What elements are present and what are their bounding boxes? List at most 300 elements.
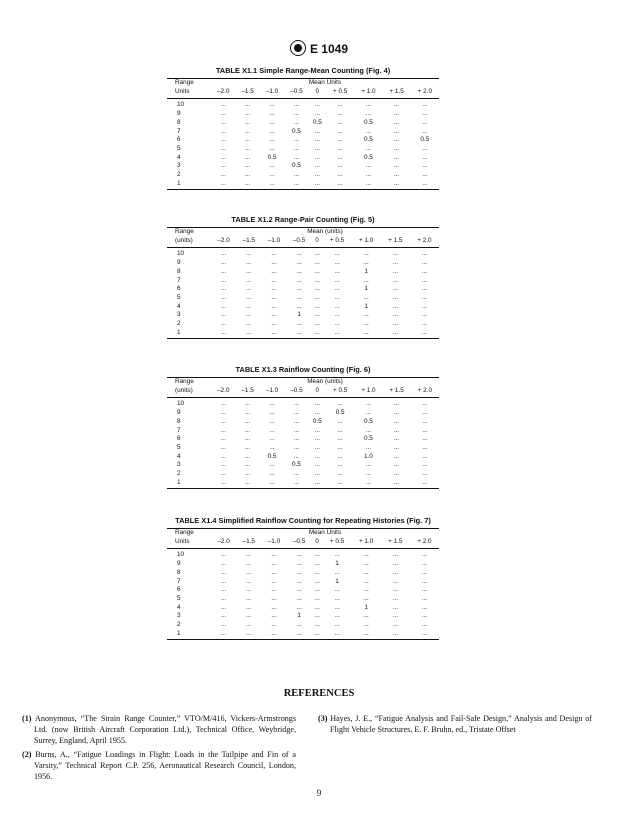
range-value: 5 [177,293,181,301]
count-cell: ... [220,400,226,408]
count-cell: ... [421,250,428,258]
column-header: –2.0 [211,387,235,398]
count-cell: ... [314,293,320,301]
count-cell: ... [220,551,227,559]
table-row [167,479,439,489]
count-cell: ... [293,435,300,443]
count-cell: 0.5 [363,417,373,425]
count-cell: ... [296,302,302,310]
range-value: 3 [177,162,181,170]
range-value: 1 [167,479,211,489]
count-cell: ... [337,136,343,144]
table-row [167,180,439,190]
table-row [167,303,439,312]
count-cell: ... [365,426,372,434]
count-cell: ... [392,612,398,620]
range-value: 4 [177,452,181,460]
column-header: –1.5 [236,237,261,248]
count-cell: ... [422,426,428,434]
count-cell: ... [421,577,428,585]
count-cell: ... [293,136,300,144]
range-value: 8 [177,267,181,275]
count-cell: ... [293,171,300,179]
count-cell: ... [421,267,428,275]
table-x1-4 [167,516,439,640]
count-cell: ... [220,603,227,611]
count-cell: ... [363,320,369,328]
column-header: + 1.0 [352,538,381,549]
count-cell: ... [393,101,400,109]
count-cell: ... [421,285,428,293]
count-cell: ... [211,479,235,489]
count-cell: ... [314,435,320,443]
count-cell: ... [422,101,428,109]
count-cell: ... [393,470,400,478]
column-header: –1.0 [260,387,284,398]
range-value: 5 [177,144,181,152]
count-cell: ... [337,144,343,152]
column-header: + 2.0 [410,237,439,248]
count-cell: ... [337,101,343,109]
count-cell: 0.5 [363,136,373,144]
range-units-label: Units [167,88,211,99]
count-cell: ... [314,612,320,620]
range-value: 9 [177,110,181,118]
count-cell: ... [365,470,372,478]
count-cell: ... [421,551,428,559]
count-cell: ... [271,603,277,611]
count-cell: ... [422,400,428,408]
count-cell: ... [309,479,326,489]
range-units-label: Units [167,538,211,549]
count-cell: ... [293,409,300,417]
count-cell: 0.5 [267,452,277,460]
range-value: 10 [177,101,185,109]
count-cell: ... [293,118,300,126]
count-cell: ... [314,311,320,319]
count-cell: ... [337,443,343,451]
count-cell: ... [392,586,398,594]
count-cell: ... [337,426,343,434]
count-cell: ... [365,144,372,152]
count-cell: ... [246,311,252,319]
count-cell: ... [220,320,227,328]
count-cell: ... [334,621,340,629]
count-cell: ... [365,461,372,469]
table-row [167,154,439,163]
count-cell: ... [421,594,428,602]
count-cell: ... [314,426,320,434]
count-cell: ... [296,259,302,267]
count-cell: ... [393,136,400,144]
count-cell: ... [365,171,372,179]
count-cell: 0.5 [420,136,430,144]
count-cell: ... [271,586,277,594]
table-row [167,418,439,427]
count-cell: ... [296,603,302,611]
column-header: –1.5 [235,88,259,99]
count-cell: ... [421,302,428,310]
table-row [167,294,439,303]
mean-label: Mean Units [211,529,439,538]
range-value: 1 [167,630,211,640]
count-cell: ... [296,551,302,559]
reference-item: (3) Hayes, J. E., “Fatigue Analysis and Fail-Safe Design,” Analysis and Design of Flight Vehicle Structures, E. F. Bruhn, ed., Tristate Offset [318,714,593,734]
count-cell: ... [314,621,320,629]
table-row [167,409,439,418]
table-row [167,595,439,604]
table-row [167,560,439,569]
count-cell: ... [422,409,428,417]
count-cell: ... [220,136,226,144]
count-cell: ... [293,101,300,109]
count-cell: ... [220,250,227,258]
count-cell: ... [220,470,226,478]
count-cell: ... [314,603,320,611]
count-cell: ... [422,153,428,161]
count-cell: ... [363,551,369,559]
table-row [167,171,439,180]
count-cell: ... [393,171,400,179]
count-cell: 1 [364,285,368,293]
range-value: 6 [177,136,181,144]
count-cell: ... [392,259,398,267]
count-cell: ... [246,293,252,301]
reference-item: (2) Burns, A., “Fatigue Loadings in Flight: Loads in the Tailpipe and Fin of a Varsity,” Technical Report C.P. 256, Aeronautical Research Council, London, 1956. [22,750,296,781]
count-cell: ... [244,162,251,170]
mean-label: Mean Units [211,79,439,88]
column-header: + 1.5 [383,88,411,99]
count-cell: 1 [335,577,339,585]
range-value: 10 [177,250,185,258]
range-value: 6 [177,586,181,594]
count-cell: ... [284,479,308,489]
count-cell: 0.5 [363,153,373,161]
column-header: + 2.0 [410,538,439,549]
count-cell: ... [284,180,308,190]
count-cell: ... [293,110,300,118]
count-cell: ... [421,621,428,629]
column-header: –1.0 [260,88,284,99]
count-cell: ... [363,594,369,602]
count-cell: ... [363,250,369,258]
count-cell: ... [220,426,226,434]
range-value: 3 [177,461,181,469]
count-cell: 0.5 [267,153,277,161]
range-label: Range [167,378,211,387]
count-cell: ... [271,311,277,319]
count-cell: ... [296,293,302,301]
table-row [167,586,439,595]
count-cell: 0.5 [291,127,301,135]
count-cell: ... [220,144,226,152]
count-cell: 1 [364,603,368,611]
count-cell: ... [337,452,343,460]
table-row [167,320,439,329]
count-cell: ... [393,400,400,408]
count-cell: ... [244,452,251,460]
count-cell: ... [314,320,320,328]
count-cell: ... [422,435,428,443]
count-cell: ... [422,417,428,425]
count-cell: ... [271,250,277,258]
count-cell: 0.5 [363,118,373,126]
count-cell: ... [314,400,320,408]
count-cell: ... [271,267,277,275]
table-x1-1 [167,66,439,190]
count-cell: ... [392,285,398,293]
count-cell: ... [296,285,302,293]
count-cell: ... [326,180,354,190]
count-cell: ... [352,630,381,640]
count-cell: ... [393,110,400,118]
count-cell: ... [220,302,227,310]
count-cell: ... [363,568,369,576]
count-cell: ... [246,320,252,328]
count-cell: ... [220,417,226,425]
count-cell: ... [354,479,382,489]
count-cell: ... [261,630,286,640]
range-value: 4 [177,603,181,611]
count-cell: ... [246,276,252,284]
count-cell: ... [261,329,286,339]
count-cell: ... [269,435,275,443]
count-cell: ... [244,118,251,126]
count-cell: 0.5 [335,409,345,417]
table-row [167,630,439,640]
table-row [167,549,439,560]
count-cell: ... [334,320,340,328]
column-header: –1.5 [236,538,261,549]
range-value: 1 [167,329,211,339]
column-header: + 0.5 [322,237,351,248]
count-cell: ... [312,329,323,339]
count-cell: ... [246,568,252,576]
count-cell: ... [287,630,312,640]
count-cell: ... [363,621,369,629]
count-cell: ... [314,259,320,267]
count-cell: ... [244,461,251,469]
count-cell: ... [314,551,320,559]
table-row [167,444,439,453]
count-cell: ... [392,594,398,602]
count-cell: ... [422,470,428,478]
count-cell: ... [326,479,354,489]
count-cell: ... [235,180,259,190]
references-left-column [22,714,296,787]
count-cell: ... [271,302,277,310]
count-cell: ... [293,443,300,451]
count-cell: ... [220,452,226,460]
count-cell: ... [220,612,227,620]
column-header: + 1.5 [381,538,410,549]
table-row [167,136,439,145]
count-cell: 0.5 [363,435,373,443]
count-cell: ... [393,162,400,170]
count-cell: ... [287,329,312,339]
count-cell: ... [363,276,369,284]
range-label: Range [167,79,211,88]
count-cell: ... [422,110,428,118]
range-value: 8 [177,118,181,126]
count-cell: 1.0 [363,452,373,460]
standard-number: E 1049 [309,42,349,56]
count-cell: ... [314,285,320,293]
column-header: + 0.5 [322,538,351,549]
count-cell: ... [383,180,411,190]
count-cell: ... [322,630,351,640]
count-cell: ... [220,621,227,629]
count-cell: ... [220,577,227,585]
count-cell: ... [246,551,252,559]
count-cell: ... [220,101,226,109]
table-row [167,621,439,630]
column-header: –2.0 [211,538,236,549]
count-cell: ... [246,603,252,611]
count-cell: ... [337,110,343,118]
count-cell: ... [411,180,439,190]
count-cell: ... [220,171,226,179]
count-cell: ... [293,470,300,478]
count-cell: ... [271,560,277,568]
count-cell: ... [314,136,320,144]
column-header: + 1.5 [381,237,410,248]
count-cell: ... [393,426,400,434]
count-cell: ... [410,329,439,339]
count-cell: ... [296,594,302,602]
column-header: + 1.0 [352,237,381,248]
count-cell: ... [381,630,410,640]
count-cell: ... [269,144,275,152]
count-cell: ... [220,110,226,118]
range-value: 9 [177,560,181,568]
count-cell: ... [246,621,252,629]
count-cell: ... [296,267,302,275]
count-cell: ... [381,329,410,339]
table-row [167,311,439,320]
range-value: 6 [177,285,181,293]
count-cell: ... [337,118,343,126]
range-value: 5 [177,594,181,602]
mean-label: Mean (units) [211,228,439,237]
count-cell: ... [422,443,428,451]
count-cell: ... [244,171,251,179]
count-cell: ... [296,621,302,629]
table-x1-2 [167,215,439,339]
range-value: 8 [177,568,181,576]
count-cell: ... [393,417,400,425]
count-cell: ... [365,110,372,118]
table-row [167,99,439,110]
count-cell: ... [393,452,400,460]
count-cell: ... [363,560,369,568]
table-row [167,427,439,436]
count-cell: ... [220,461,226,469]
count-cell: ... [334,612,340,620]
count-cell: ... [244,127,251,135]
table-caption: TABLE X1.3 Rainflow Counting (Fig. 6) [235,365,371,374]
table-row [167,119,439,128]
count-cell: ... [422,452,428,460]
count-cell: ... [269,426,275,434]
count-cell: ... [271,276,277,284]
count-cell: ... [314,302,320,310]
count-cell: ... [220,586,227,594]
count-cell: ... [211,329,236,339]
count-cell: 1 [335,560,339,568]
count-cell: ... [354,180,382,190]
count-cell: 1 [297,311,301,319]
count-cell: ... [392,267,398,275]
count-cell: ... [314,110,320,118]
count-cell: ... [296,250,302,258]
count-cell: ... [244,144,251,152]
column-header: –1.5 [235,387,259,398]
count-cell: ... [352,329,381,339]
count-cell: ... [421,293,428,301]
count-cell: ... [220,162,226,170]
count-cell: ... [269,118,275,126]
range-value: 10 [177,551,185,559]
count-cell: ... [393,409,400,417]
count-cell: ... [314,594,320,602]
count-cell: ... [365,400,372,408]
range-value: 7 [177,127,181,135]
count-cell: ... [422,461,428,469]
table-row [167,612,439,621]
astm-logo-icon [290,40,306,56]
count-cell: ... [314,461,320,469]
count-cell: 1 [364,302,368,310]
count-cell: ... [296,577,302,585]
count-cell: ... [246,250,252,258]
column-header: + 1.5 [383,387,411,398]
range-value: 10 [177,400,185,408]
range-value: 2 [177,320,181,328]
count-cell: ... [392,603,398,611]
count-cell: ... [220,435,226,443]
table-row [167,470,439,479]
count-cell: ... [314,470,320,478]
count-cell: ... [337,470,343,478]
table-row [167,277,439,286]
column-header: –1.0 [261,237,286,248]
count-cell: ... [334,311,340,319]
count-cell: ... [392,311,398,319]
count-cell: ... [421,276,428,284]
table-caption: TABLE X1.2 Range-Pair Counting (Fig. 5) [231,215,375,224]
column-header: + 0.5 [326,387,354,398]
count-cell: ... [392,293,398,301]
count-cell: ... [220,153,226,161]
count-cell: ... [337,162,343,170]
count-cell: ... [421,586,428,594]
references-right-column [318,714,592,740]
count-cell: ... [220,259,227,267]
count-cell: ... [271,594,277,602]
table-row [167,329,439,339]
range-value: 9 [177,409,181,417]
range-value: 5 [177,443,181,451]
count-table [167,78,439,190]
table-row [167,398,439,409]
count-cell: ... [337,400,343,408]
table-row [167,453,439,462]
mean-label: Mean (units) [211,378,439,387]
count-cell: ... [363,586,369,594]
column-header: + 1.0 [354,88,382,99]
count-cell: ... [334,250,340,258]
